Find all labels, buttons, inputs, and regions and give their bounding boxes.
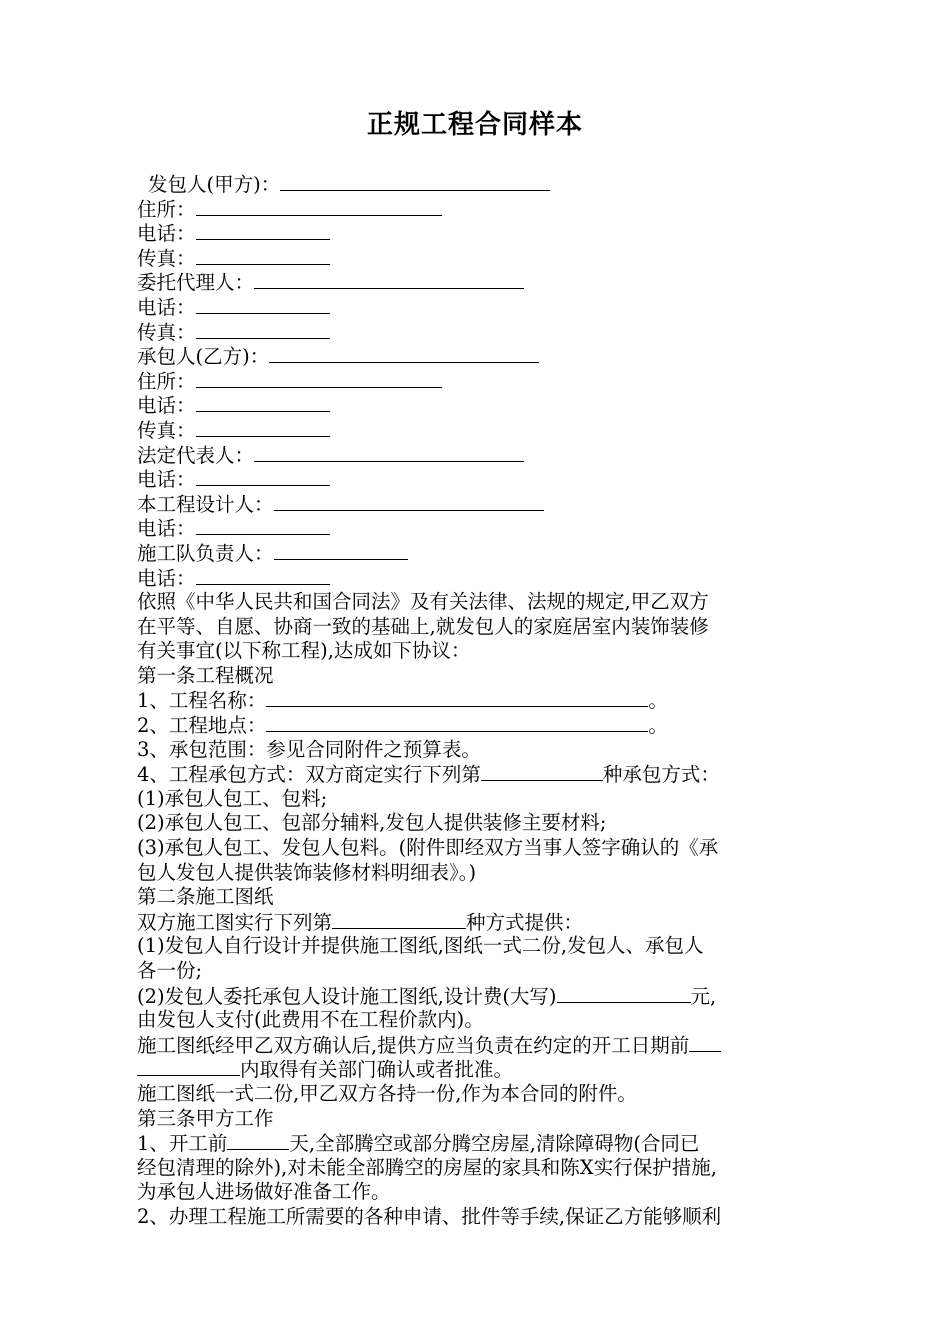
agent-phone-field bbox=[137, 295, 827, 320]
team-leader-phone-label: 电话： bbox=[137, 566, 196, 590]
article1-item2 bbox=[137, 713, 827, 738]
article3-heading: 第三条甲方工作 bbox=[137, 1106, 274, 1130]
contractor-address-blank bbox=[196, 369, 442, 388]
article3-item2-line1: 2、办理工程施工所需要的各种申请、批件等手续,保证乙方能够顺利 bbox=[137, 1204, 722, 1228]
article1-heading: 第一条工程概况 bbox=[137, 663, 274, 687]
client-label: 发包人(甲方)： bbox=[148, 173, 281, 196]
agent-phone-label: 电话： bbox=[137, 295, 196, 319]
agent-fax-blank bbox=[196, 320, 330, 339]
article2-confirm-line1 bbox=[137, 1033, 827, 1058]
client-field bbox=[137, 172, 827, 197]
contractor-phone-blank bbox=[196, 393, 330, 412]
article2-option1-line1: (1)发包人自行设计并提供施工图纸,图纸一式二份,发包人、承包人 bbox=[137, 934, 704, 958]
confirm-deadline-blank-b bbox=[137, 1057, 240, 1076]
designer-field bbox=[137, 492, 827, 517]
contractor-fax-label: 传真： bbox=[137, 418, 196, 442]
preamble-line-3: 有关事宜(以下称工程),达成如下协议： bbox=[137, 639, 471, 663]
article2-confirm-line2 bbox=[137, 1057, 827, 1082]
contractor-field bbox=[137, 344, 827, 369]
article1-option1: (1)承包人包工、包料; bbox=[137, 786, 328, 810]
contractor-label: 承包人(乙方)： bbox=[137, 345, 270, 369]
designer-phone-label: 电话： bbox=[137, 517, 196, 541]
prestart-label: 1、开工前 bbox=[137, 1132, 228, 1156]
article1-option3-line2: 包人发包人提供装饰装修材料明细表》。) bbox=[137, 860, 477, 884]
client-phone-field bbox=[137, 221, 827, 246]
team-leader-blank bbox=[274, 541, 408, 560]
designer-phone-blank bbox=[196, 516, 330, 535]
design-fee-unit: 元, bbox=[690, 984, 717, 1008]
contractor-fax-field bbox=[137, 418, 827, 443]
article3-item1-line3: 为承包人进场做好准备工作。 bbox=[137, 1180, 391, 1204]
article1-option3-line1: (3)承包人包工、发包人包料。(附件即经双方当事人签字确认的《承 bbox=[137, 836, 719, 860]
project-name-end: 。 bbox=[648, 689, 668, 713]
article1-item4 bbox=[137, 762, 827, 787]
client-address-blank bbox=[196, 197, 442, 216]
article3-item1-line1 bbox=[137, 1131, 827, 1156]
team-leader-label: 施工队负责人： bbox=[137, 541, 274, 565]
article2-intro bbox=[137, 910, 827, 935]
agent-blank bbox=[254, 270, 524, 289]
designer-blank bbox=[274, 492, 544, 511]
client-address-field bbox=[137, 197, 827, 222]
article2-heading: 第二条施工图纸 bbox=[137, 885, 274, 909]
project-location-end: 。 bbox=[648, 714, 668, 738]
contractor-blank bbox=[269, 344, 539, 363]
preamble-line-1: 依照《中华人民共和国合同法》及有关法律、法规的规定,甲乙双方 bbox=[137, 590, 709, 614]
prestart-text: 天,全部腾空或部分腾空房屋,清除障碍物(合同已 bbox=[289, 1132, 700, 1156]
legal-rep-phone-field bbox=[137, 467, 827, 492]
contractor-phone-field bbox=[137, 393, 827, 418]
legal-rep-blank bbox=[254, 443, 524, 462]
drawing-mode-label: 双方施工图实行下列第 bbox=[137, 910, 333, 934]
article2-option2-line1 bbox=[137, 984, 827, 1009]
client-address-label: 住所： bbox=[137, 197, 196, 221]
project-name-blank bbox=[266, 688, 648, 707]
article1-option2: (2)承包人包工、包部分辅料,发包人提供装修主要材料; bbox=[137, 811, 607, 835]
client-phone-blank bbox=[196, 221, 330, 240]
contract-body bbox=[137, 172, 827, 1230]
document-title: 正规工程合同样本 bbox=[366, 110, 583, 140]
agent-phone-blank bbox=[196, 295, 330, 314]
design-fee-label: (2)发包人委托承包人设计施工图纸,设计费(大写) bbox=[137, 984, 557, 1008]
team-leader-phone-field bbox=[137, 566, 827, 591]
designer-phone-field bbox=[137, 516, 827, 541]
article2-option1-line2: 各一份; bbox=[137, 959, 203, 982]
project-location-blank bbox=[266, 713, 648, 732]
design-fee-blank bbox=[557, 984, 691, 1003]
team-leader-phone-blank bbox=[196, 566, 330, 585]
article2-option2-line2: 由发包人支付(此费用不在工程价款内)。 bbox=[137, 1008, 484, 1032]
article3-item1-line2: 经包清理的除外),对未能全部腾空的房屋的家具和陈X实行保护措施, bbox=[137, 1155, 717, 1179]
designer-label: 本工程设计人： bbox=[137, 492, 274, 516]
contractor-fax-blank bbox=[196, 418, 330, 437]
project-name-label: 1、工程名称： bbox=[137, 689, 267, 713]
article1-item3: 3、承包范围：参见合同附件之预算表。 bbox=[137, 737, 481, 761]
legal-rep-label: 法定代表人： bbox=[137, 443, 255, 467]
client-fax-field bbox=[137, 246, 827, 271]
preamble-line-2: 在平等、自愿、协商一致的基础上,就发包人的家庭居室内装饰装修 bbox=[137, 614, 709, 638]
article2-copies: 施工图纸一式二份,甲乙双方各持一份,作为本合同的附件。 bbox=[137, 1081, 637, 1105]
client-fax-blank bbox=[196, 246, 330, 265]
agent-field bbox=[137, 270, 827, 295]
agent-fax-field bbox=[137, 320, 827, 345]
client-phone-label: 电话： bbox=[137, 222, 196, 246]
team-leader-field bbox=[137, 541, 827, 566]
project-location-label: 2、工程地点： bbox=[137, 714, 267, 738]
client-fax-label: 传真： bbox=[137, 246, 196, 270]
contract-mode-label: 4、工程承包方式：双方商定实行下列第 bbox=[137, 763, 481, 787]
contractor-address-label: 住所： bbox=[137, 369, 196, 393]
article1-item1 bbox=[137, 688, 827, 713]
confirm-deadline-blank-a bbox=[689, 1033, 721, 1052]
contractor-phone-label: 电话： bbox=[137, 394, 196, 418]
agent-fax-label: 传真： bbox=[137, 320, 196, 344]
contract-mode-blank bbox=[481, 762, 603, 781]
drawing-mode-blank bbox=[332, 910, 466, 929]
prestart-days-blank bbox=[227, 1131, 289, 1150]
legal-rep-phone-blank bbox=[196, 467, 330, 486]
confirm-text-end: 内取得有关部门确认或者批准。 bbox=[240, 1058, 514, 1082]
contractor-address-field bbox=[137, 369, 827, 394]
confirm-text: 施工图纸经甲乙双方确认后,提供方应当负责在约定的开工日期前 bbox=[137, 1033, 690, 1057]
drawing-mode-suffix: 种方式提供： bbox=[466, 910, 584, 934]
client-blank bbox=[280, 172, 550, 191]
legal-rep-field bbox=[137, 443, 827, 468]
agent-label: 委托代理人： bbox=[137, 271, 255, 295]
legal-rep-phone-label: 电话： bbox=[137, 468, 196, 492]
contract-mode-suffix: 种承包方式： bbox=[602, 763, 720, 787]
